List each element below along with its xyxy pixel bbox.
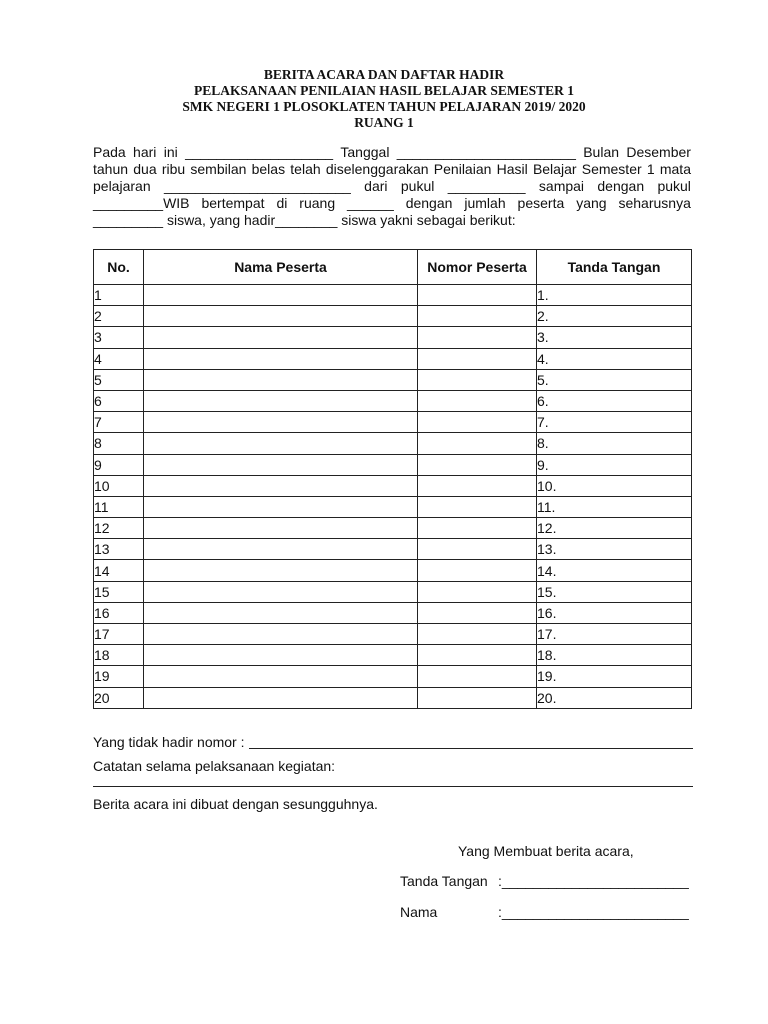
intro-word: ribu [161, 161, 186, 177]
row-number: 20 [94, 687, 144, 708]
table-row [94, 602, 692, 623]
participant-name-cell [144, 518, 418, 539]
row-number: 10 [94, 475, 144, 496]
signature-cell: 14. [537, 560, 692, 581]
signature-row [400, 873, 689, 890]
intro-word: mata [659, 161, 691, 177]
participant-number-cell [418, 348, 537, 369]
signature-cell: 19. [537, 666, 692, 687]
column-header-signature: Tanda Tangan [537, 250, 692, 285]
intro-word: pelajaran [93, 178, 151, 194]
participant-number-cell [418, 581, 537, 602]
intro-word: Penilaian [433, 161, 492, 177]
table-row [94, 327, 692, 348]
intro-word: Belajar [532, 161, 577, 177]
header-room: RUANG 1 [354, 115, 414, 130]
table-row [94, 518, 692, 539]
signature-cell: 7. [537, 412, 692, 433]
intro-word: telah [290, 161, 321, 177]
participant-number-cell [418, 285, 537, 306]
row-number: 9 [94, 454, 144, 475]
document-header [0, 67, 768, 131]
participant-number-cell [418, 327, 537, 348]
intro-word: Tanggal [340, 144, 390, 160]
name-blank: :________________________ [498, 904, 689, 920]
table-row [94, 539, 692, 560]
participant-number-cell [418, 624, 537, 645]
intro-line-5 [93, 212, 691, 229]
participant-number-cell [418, 687, 537, 708]
intro-word: Pada [93, 144, 126, 160]
participant-number-cell [418, 412, 537, 433]
participant-name-cell [144, 390, 418, 411]
column-header-name: Nama Peserta [144, 250, 418, 285]
intro-line-3 [93, 178, 691, 195]
intro-word: jumlah [464, 195, 506, 211]
intro-word: 1 [646, 161, 655, 177]
intro-word: Semester [581, 161, 642, 177]
row-number: 18 [94, 645, 144, 666]
intro-word: sembilan [190, 161, 247, 177]
intro-word: ini [163, 144, 178, 160]
row-number: 7 [94, 412, 144, 433]
participant-number-cell [418, 518, 537, 539]
intro-paragraph [93, 144, 691, 229]
signature-cell: 8. [537, 433, 692, 454]
intro-word: seharusnya [618, 195, 691, 211]
table-row [94, 348, 692, 369]
signature-cell: 17. [537, 624, 692, 645]
participant-name-cell [144, 454, 418, 475]
row-number: 14 [94, 560, 144, 581]
name-label: Nama [400, 904, 438, 920]
row-number: 4 [94, 348, 144, 369]
table-row [94, 285, 692, 306]
header-title: BERITA ACARA DAN DAFTAR HADIR [263, 67, 505, 82]
participant-name-cell [144, 327, 418, 348]
participant-number-cell [418, 390, 537, 411]
intro-line-1 [93, 144, 691, 161]
intro-word: belas [251, 161, 286, 177]
participant-number-cell [418, 666, 537, 687]
row-number: 11 [94, 496, 144, 517]
intro-word: Desember [626, 144, 691, 160]
participant-name-cell [144, 645, 418, 666]
intro-word: Hasil [496, 161, 528, 177]
table-row [94, 454, 692, 475]
absent-label: Yang tidak hadir nomor : [93, 734, 245, 750]
column-header-number: Nomor Peserta [418, 250, 537, 285]
signature-cell: 4. [537, 348, 692, 369]
header-subtitle: PELAKSANAAN PENILAIAN HASIL BELAJAR SEMESTER 1 [194, 83, 574, 98]
column-header-no: No. [94, 250, 144, 285]
absent-blank [249, 734, 694, 749]
signature-label: Tanda Tangan [400, 873, 488, 889]
intro-word: ________________________ [163, 178, 351, 194]
table-header-row [94, 250, 692, 285]
participant-number-cell [418, 645, 537, 666]
participant-name-cell [144, 560, 418, 581]
intro-word: pukul [400, 178, 435, 194]
notes-blank-line [93, 786, 693, 787]
signature-cell: 3. [537, 327, 692, 348]
intro-word: sampai [538, 178, 585, 194]
participant-name-cell [144, 666, 418, 687]
signature-cell: 2. [537, 306, 692, 327]
intro-word: ______ [347, 195, 394, 211]
intro-word: __________ [447, 178, 526, 194]
participant-name-cell [144, 581, 418, 602]
row-number: 5 [94, 369, 144, 390]
row-number: 12 [94, 518, 144, 539]
intro-word: Bulan [583, 144, 620, 160]
table-row [94, 306, 692, 327]
table-row [94, 560, 692, 581]
row-number: 1 [94, 285, 144, 306]
intro-word: dengan [405, 195, 453, 211]
participant-name-cell [144, 306, 418, 327]
row-number: 2 [94, 306, 144, 327]
intro-word: diselenggarakan [325, 161, 429, 177]
participant-name-cell [144, 687, 418, 708]
participant-number-cell [418, 475, 537, 496]
table-row [94, 390, 692, 411]
table-row [94, 369, 692, 390]
row-number: 17 [94, 624, 144, 645]
table-row [94, 475, 692, 496]
participant-number-cell [418, 539, 537, 560]
participant-number-cell [418, 454, 537, 475]
row-number: 16 [94, 602, 144, 623]
notes-label: Catatan selama pelaksanaan kegiatan: [93, 758, 336, 774]
participant-name-cell [144, 539, 418, 560]
participant-number-cell [418, 369, 537, 390]
row-number: 3 [94, 327, 144, 348]
participant-name-cell [144, 475, 418, 496]
table-row [94, 581, 692, 602]
intro-line-5-text: _________ siswa, yang hadir________ siswa yakni sebagai berikut: [93, 212, 516, 228]
signature-blank: :________________________ [498, 873, 689, 889]
absent-line [93, 734, 693, 751]
row-number: 13 [94, 539, 144, 560]
signature-cell: 1. [537, 285, 692, 306]
participant-name-cell [144, 624, 418, 645]
intro-word: dari [364, 178, 388, 194]
attendance-table [93, 249, 692, 709]
intro-word: peserta [517, 195, 565, 211]
participant-name-cell [144, 496, 418, 517]
intro-word: tahun [93, 161, 129, 177]
table-row [94, 496, 692, 517]
table-row [94, 412, 692, 433]
signature-cell: 6. [537, 390, 692, 411]
intro-word: ___________________ [185, 144, 334, 160]
name-row [400, 904, 689, 921]
table-row [94, 666, 692, 687]
row-number: 8 [94, 433, 144, 454]
participant-name-cell [144, 412, 418, 433]
row-number: 6 [94, 390, 144, 411]
intro-word: yang [576, 195, 607, 211]
signature-cell: 16. [537, 602, 692, 623]
maker-label: Yang Membuat berita acara, [458, 843, 634, 859]
signature-cell: 20. [537, 687, 692, 708]
row-number: 19 [94, 666, 144, 687]
signature-cell: 11. [537, 496, 692, 517]
table-row [94, 624, 692, 645]
header-school: SMK NEGERI 1 PLOSOKLATEN TAHUN PELAJARAN 2019/ 2020 [182, 99, 586, 114]
intro-word: dua [133, 161, 157, 177]
signature-cell: 15. [537, 581, 692, 602]
table-row [94, 645, 692, 666]
signature-cell: 5. [537, 369, 692, 390]
table-row [94, 433, 692, 454]
table-row [94, 687, 692, 708]
participant-name-cell [144, 602, 418, 623]
intro-word: dengan [597, 178, 645, 194]
intro-word: bertempat [201, 195, 265, 211]
intro-word: pukul [657, 178, 691, 194]
participant-number-cell [418, 433, 537, 454]
intro-word: di [276, 195, 288, 211]
signature-cell: 9. [537, 454, 692, 475]
participant-number-cell [418, 496, 537, 517]
participant-name-cell [144, 369, 418, 390]
signature-cell: 13. [537, 539, 692, 560]
signature-cell: 18. [537, 645, 692, 666]
intro-word: ruang [299, 195, 336, 211]
participant-name-cell [144, 285, 418, 306]
signature-cell: 10. [537, 475, 692, 496]
attendance-table-body [94, 285, 692, 709]
participant-name-cell [144, 348, 418, 369]
intro-word: _________WIB [93, 195, 190, 211]
signature-cell: 12. [537, 518, 692, 539]
intro-word: _______________________ [396, 144, 576, 160]
participant-number-cell [418, 602, 537, 623]
closing-statement: Berita acara ini dibuat dengan sesungguhnya. [93, 796, 378, 812]
participant-name-cell [144, 433, 418, 454]
participant-number-cell [418, 560, 537, 581]
intro-word: hari [133, 144, 157, 160]
row-number: 15 [94, 581, 144, 602]
participant-number-cell [418, 306, 537, 327]
intro-line-2 [93, 161, 691, 178]
intro-line-4 [93, 195, 691, 212]
